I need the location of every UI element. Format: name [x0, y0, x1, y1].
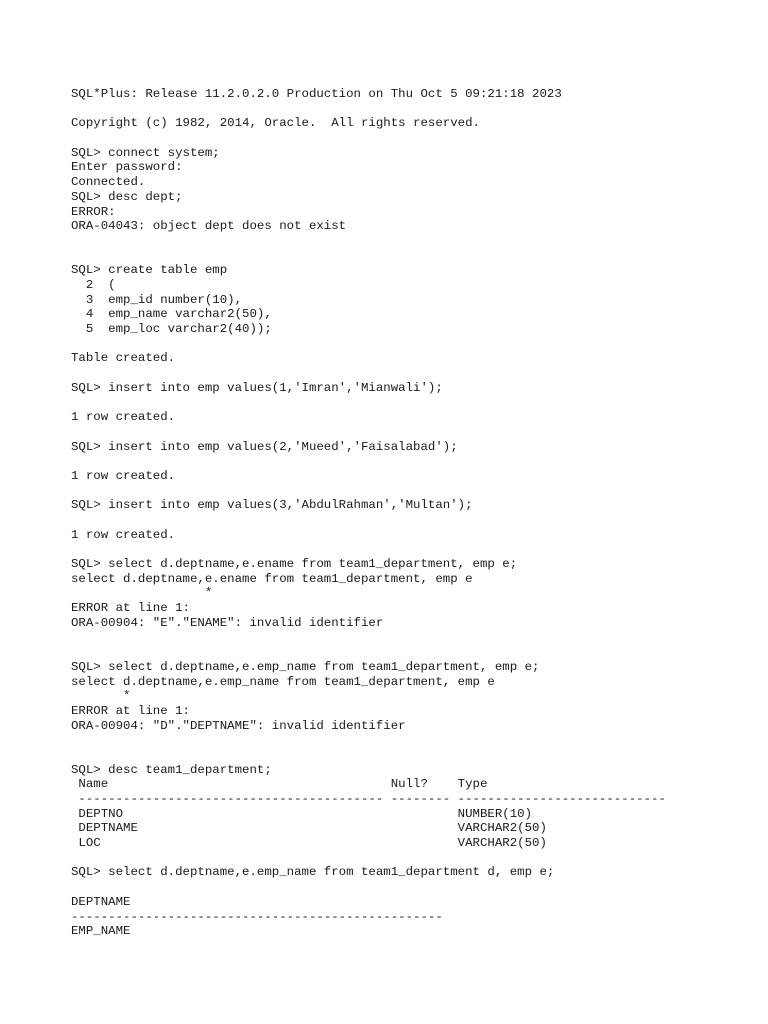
transcript-line: [71, 425, 666, 440]
transcript-line: [71, 395, 666, 410]
transcript-line: SQL> desc dept;: [71, 189, 183, 204]
transcript-line: [71, 131, 666, 146]
transcript-line: [71, 851, 666, 866]
transcript-line: SQL> connect system;: [71, 145, 220, 160]
transcript-line: [71, 513, 666, 528]
transcript-line: ORA-00904: "D"."DEPTNAME": invalid identifier: [71, 718, 406, 733]
transcript-line: 1 row created.: [71, 527, 176, 542]
transcript-line: [71, 484, 666, 499]
transcript-line: Enter password:: [71, 160, 183, 175]
transcript-line: EMP_NAME: [71, 924, 131, 939]
transcript-line: SQL> desc team1_department;: [71, 762, 272, 777]
transcript-line: SQL> select d.deptname,e.emp_name from team1_department, emp e;: [71, 659, 540, 674]
transcript-line: SQL> insert into emp values(2,'Mueed','Faisalabad');: [71, 439, 458, 454]
transcript-line: select d.deptname,e.emp_name from team1_department, emp e: [71, 674, 495, 689]
transcript-line: Name Null? Type: [71, 777, 488, 792]
transcript-line: LOC VARCHAR2(50): [71, 836, 547, 851]
transcript-line: [71, 454, 666, 469]
transcript-line: [71, 645, 666, 660]
transcript-line: [71, 366, 666, 381]
transcript-line: SQL> select d.deptname,e.emp_name from team1_department d, emp e;: [71, 865, 555, 880]
transcript-line: ORA-04043: object dept does not exist: [71, 219, 347, 234]
transcript-line: 1 row created.: [71, 410, 176, 425]
transcript-line: select d.deptname,e.ename from team1_department, emp e: [71, 571, 473, 586]
transcript-line: 2 (: [71, 277, 116, 292]
sqlplus-session-transcript: [71, 87, 666, 939]
transcript-line: 4 emp_name varchar2(50),: [71, 307, 272, 322]
transcript-line: [71, 880, 666, 895]
transcript-line: [71, 542, 666, 557]
transcript-line: [71, 748, 666, 763]
transcript-line: SQL*Plus: Release 11.2.0.2.0 Production on Thu Oct 5 09:21:18 2023: [71, 87, 562, 101]
transcript-line: DEPTNAME VARCHAR2(50): [71, 821, 547, 836]
transcript-line: ERROR at line 1:: [71, 703, 190, 718]
transcript-line: [71, 733, 666, 748]
transcript-line: --------------------------------------------------: [71, 909, 443, 924]
transcript-line: [71, 337, 666, 352]
transcript-line: SQL> insert into emp values(1,'Imran','Mianwali');: [71, 380, 443, 395]
transcript-line: [71, 102, 666, 117]
transcript-line: 3 emp_id number(10),: [71, 292, 243, 307]
transcript-line: SQL> insert into emp values(3,'AbdulRahman','Multan');: [71, 498, 473, 513]
transcript-line: 5 emp_loc varchar2(40));: [71, 322, 272, 336]
transcript-line: ERROR at line 1:: [71, 601, 190, 616]
transcript-line: Copyright (c) 1982, 2014, Oracle. All rights reserved.: [71, 116, 480, 131]
transcript-line: *: [71, 689, 131, 704]
transcript-line: SQL> create table emp: [71, 263, 228, 278]
transcript-line: Connected.: [71, 175, 146, 190]
transcript-line: DEPTNO NUMBER(10): [71, 806, 533, 821]
transcript-line: SQL> select d.deptname,e.ename from team1_department, emp e;: [71, 557, 518, 571]
transcript-line: Table created.: [71, 351, 176, 366]
transcript-line: ERROR:: [71, 204, 116, 219]
transcript-line: [71, 249, 666, 264]
transcript-line: *: [71, 586, 213, 601]
transcript-line: [71, 630, 666, 645]
transcript-line: 1 row created.: [71, 468, 176, 483]
transcript-line: ----------------------------------------- -------- ----------------------------: [71, 792, 666, 806]
transcript-line: [71, 234, 666, 249]
transcript-line: DEPTNAME: [71, 894, 131, 909]
transcript-line: ORA-00904: "E"."ENAME": invalid identifier: [71, 615, 384, 630]
